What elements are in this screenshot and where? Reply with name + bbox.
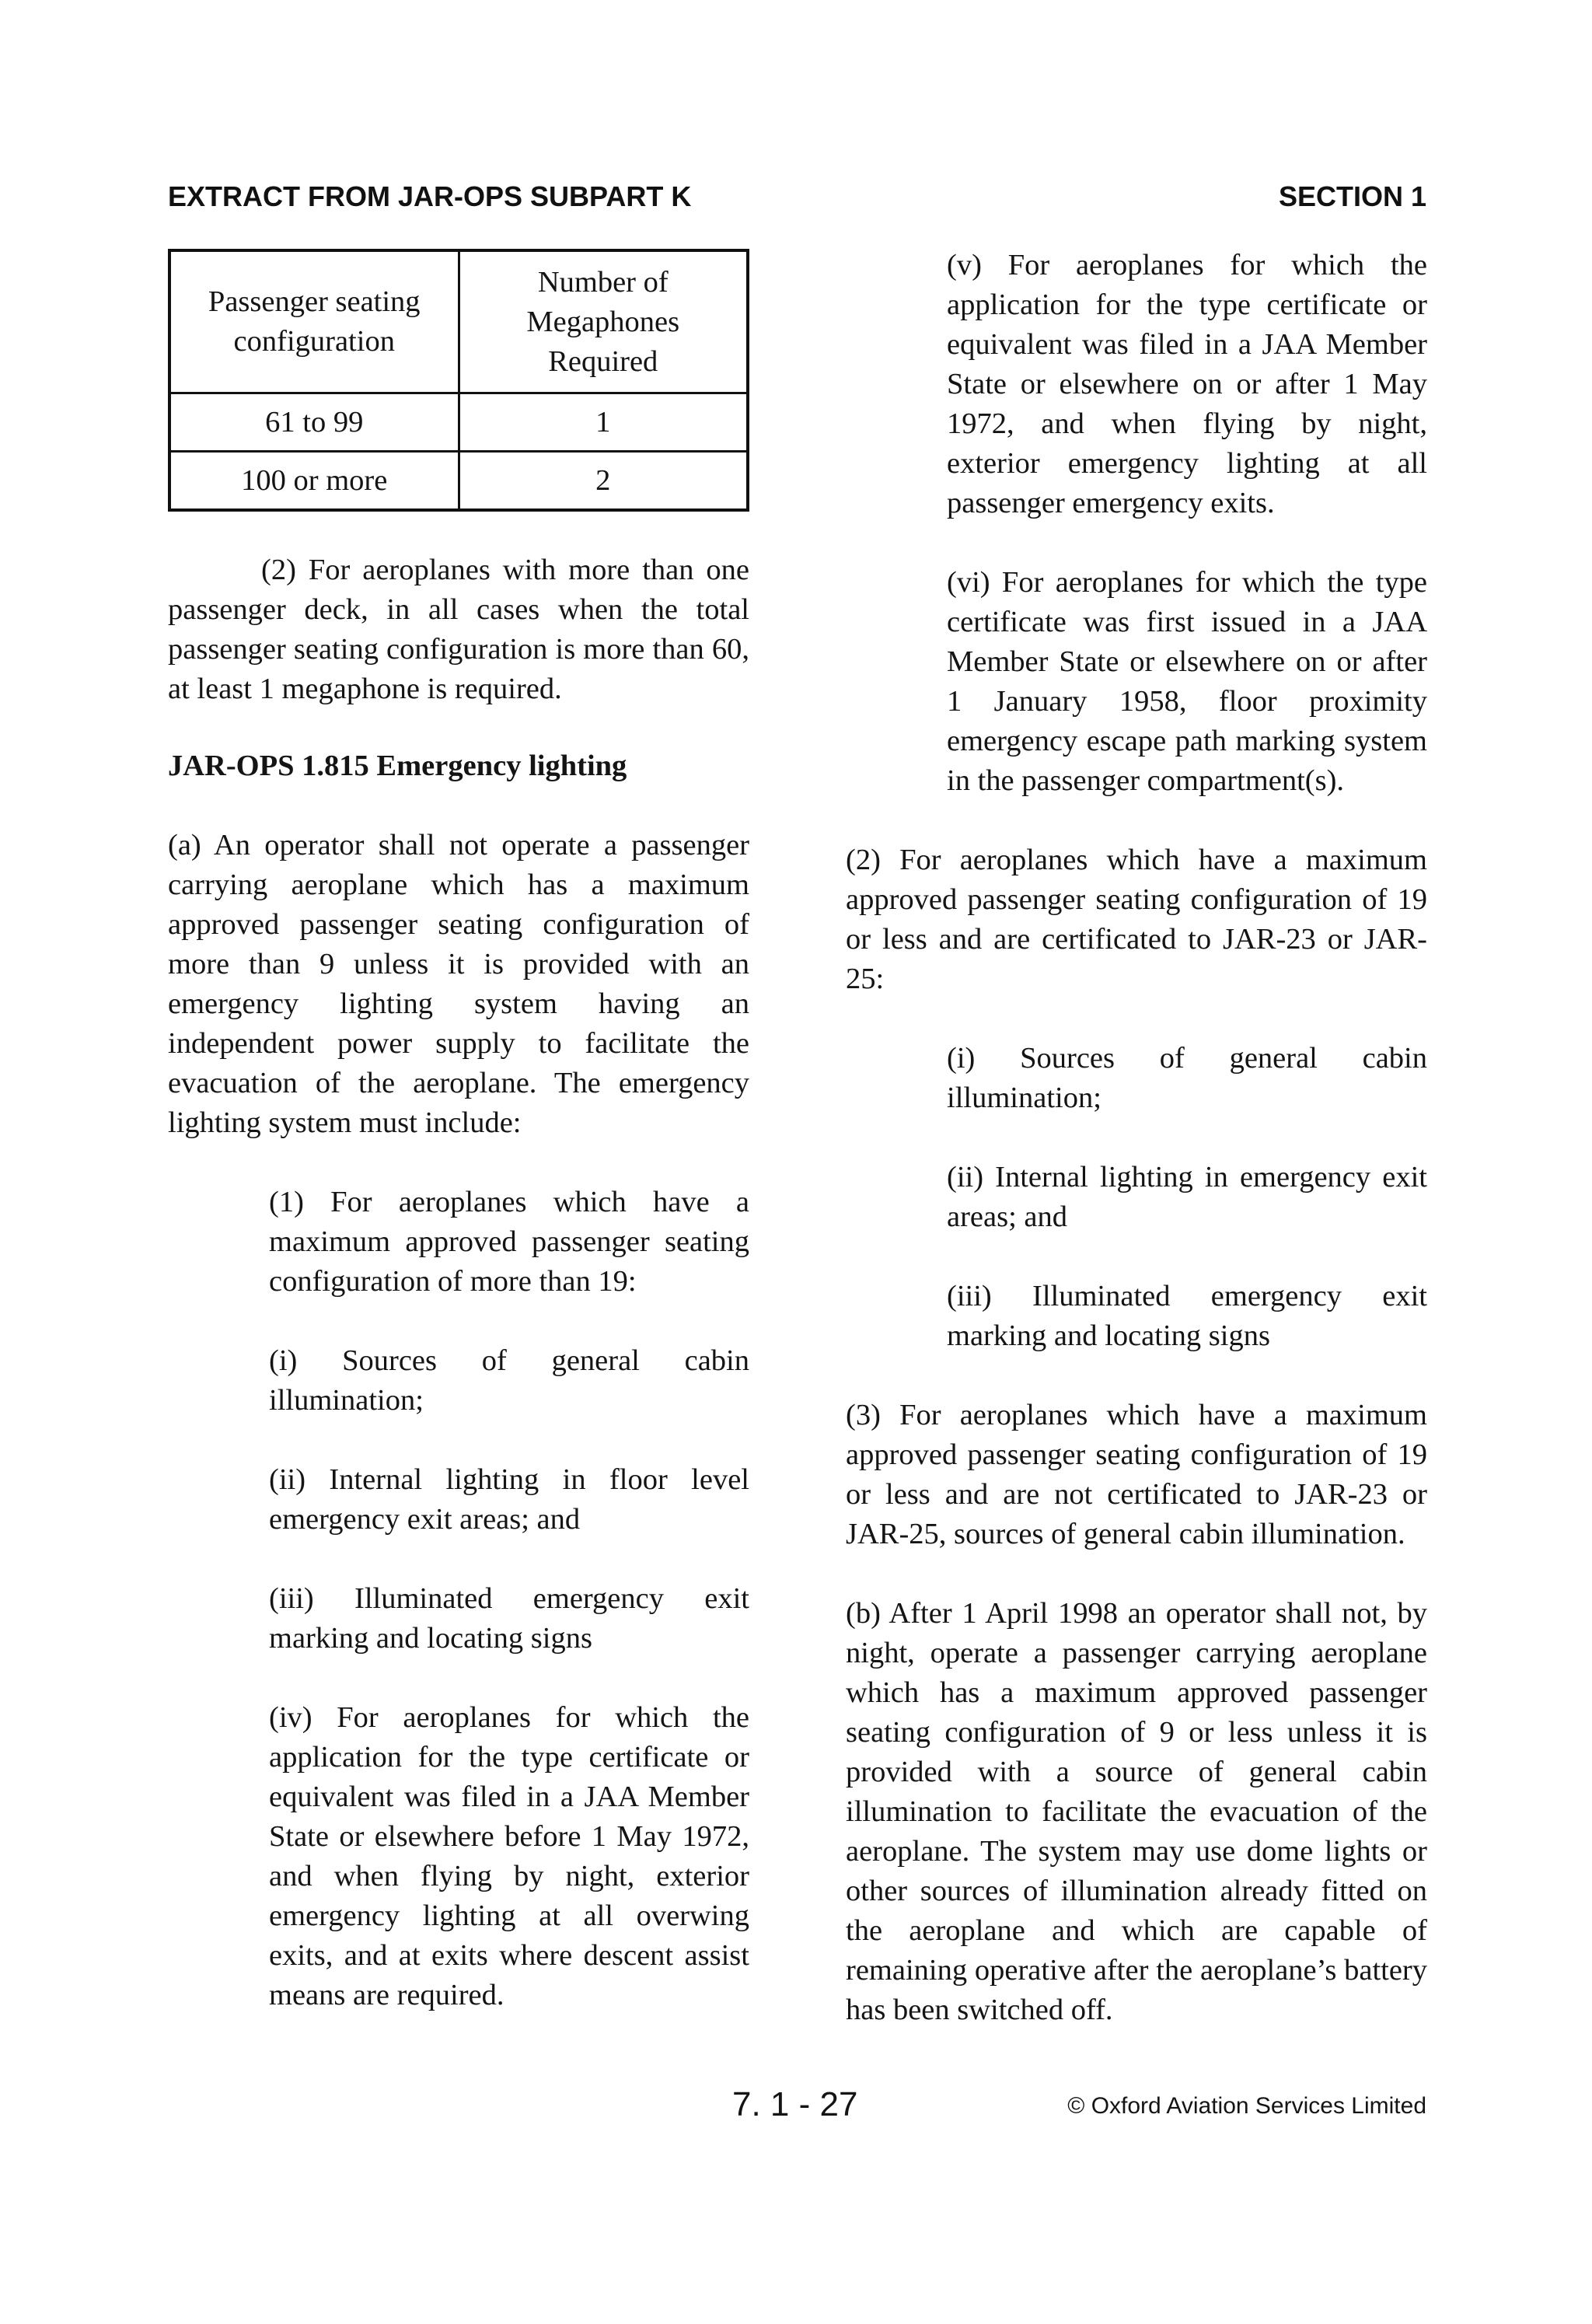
paragraph-a1-ii: (ii) Internal lighting in floor level emergency exit areas; and [269, 1463, 749, 1536]
paragraph-a: (a) An operator shall not operate a passenger carrying aeroplane which has a maximum approved passenger seating configuration of more than 9 unless it is provided with an emergency lighting system having an independent power supply to facilitate the evacuation of the aeroplane. The emergency lighting system must include: [168, 829, 749, 1139]
right-column [846, 246, 1427, 2030]
table-cell: 1 [459, 393, 748, 452]
paragraph-a1-iv: (iv) For aeroplanes for which the application for the type certificate or equivalent was filed in a JAA Member State or elsewhere before 1 May 1972, and when flying by night, exterior emergency lighting at all overwing exits, and at exits where descent assist means are required. [269, 1701, 749, 2011]
paragraph-2-ii: (ii) Internal lighting in emergency exit areas; and [947, 1161, 1427, 1233]
table-header-row [169, 250, 748, 393]
table-cell: 100 or more [169, 452, 459, 511]
table-row [169, 452, 748, 511]
table-header-cell: Number of Megaphones Required [459, 250, 748, 393]
paragraph-2-iii: (iii) Illuminated emergency exit marking and locating signs [947, 1280, 1427, 1352]
table-row [169, 393, 748, 452]
table-cell: 2 [459, 452, 748, 511]
copyright-notice: © Oxford Aviation Services Limited [1067, 2093, 1426, 2119]
paragraph-b: (b) After 1 April 1998 an operator shall not, by night, operate a passenger carrying aeroplane which has a maximum approved passenger seating configuration of 9 or less unless it is provided with a source of general cabin illumination to facilitate the evacuation of the aeroplane. The system may use dome lights or other sources of illumination already fitted on the aeroplane and which are capable of remaining operative after the aeroplane’s battery has been switched off. [846, 1597, 1427, 2026]
megaphone-table [168, 249, 749, 512]
left-column [168, 249, 749, 2015]
paragraph-a1-iii: (iii) Illuminated emergency exit marking and locating signs [269, 1582, 749, 1655]
table-header-cell: Passenger seating configuration [169, 250, 459, 393]
paragraph-2-i: (i) Sources of general cabin illumination; [947, 1042, 1427, 1114]
page-number: 7. 1 - 27 [732, 2085, 858, 2123]
table-cell: 61 to 99 [169, 393, 459, 452]
paragraph-a1-i: (i) Sources of general cabin illumination; [269, 1344, 749, 1417]
header-title: EXTRACT FROM JAR-OPS SUBPART K [168, 180, 692, 212]
paragraph-a1: (1) For aeroplanes which have a maximum approved passenger seating configuration of more than 19: [269, 1186, 749, 1298]
paragraph-3: (3) For aeroplanes which have a maximum approved passenger seating configuration of 19 or less and are not certificated to JAR-23 or JAR-25, sources of general cabin illumination. [846, 1399, 1427, 1550]
paragraph-2: (2) For aeroplanes which have a maximum approved passenger seating configuration of 19 or less and are certificated to JAR-23 or JAR-25: [846, 844, 1427, 995]
section-label: SECTION 1 [1278, 180, 1426, 212]
paragraph-vi: (vi) For aeroplanes for which the type certificate was first issued in a JAA Member State or elsewhere on or after 1 January 1958, floor proximity emergency escape path marking system in the passenger compartment(s). [947, 566, 1427, 797]
paragraph-multi-deck: (2) For aeroplanes with more than one passenger deck, in all cases when the total passenger seating configuration is more than 60, at least 1 megaphone is required. [168, 554, 749, 705]
paragraph-v: (v) For aeroplanes for which the application for the type certificate or equivalent was filed in a JAA Member State or elsewhere on or after 1 May 1972, and when flying by night, exterior emergency lighting at all passenger emergency exits. [947, 249, 1427, 519]
section-heading: JAR-OPS 1.815 Emergency lighting [168, 750, 627, 782]
